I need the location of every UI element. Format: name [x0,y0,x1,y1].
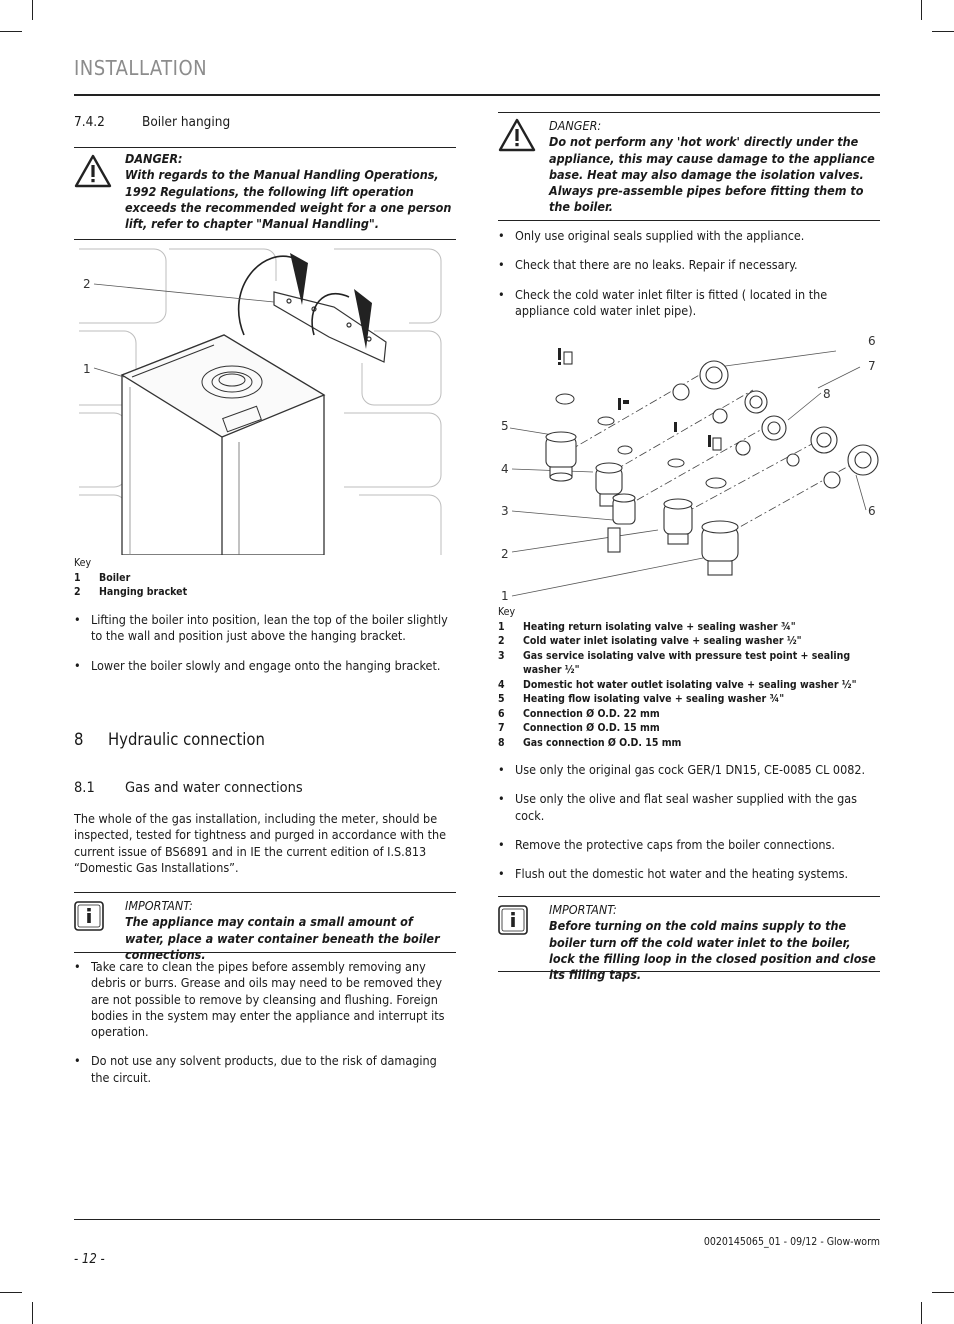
info-icon [74,901,104,931]
key-item: 2 Hanging bracket [74,586,188,598]
figure-callout-7: 7 [868,359,876,373]
valve-connections-figure [498,330,880,605]
danger-notice [74,147,456,240]
important-label: IMPORTANT: [125,898,193,913]
figure-callout-2: 2 [83,277,91,291]
paragraph: The whole of the gas installation, including the meter, should be inspected, tested for tightness and purged in accordance with the current issue of BS6891 and in IE the current edition of I.S.813 “Domestic Gas Installations”. [74,811,447,875]
key-item: 6 Connection Ø O.D. 22 mm [498,707,660,720]
subsection-heading [74,780,303,796]
bullet-list [498,228,880,332]
section-title: Hydraulic connection [108,730,265,749]
key-item: 3 Gas service isolating valve with pressure test point + sealing washer ½" [498,649,851,676]
subsection-number: 7.4.2 [74,114,105,130]
crop-mark [921,0,922,20]
key-title: Key [74,557,92,569]
figure-callout-6b: 6 [868,504,876,518]
list-item: • Lifting the boiler into position, lean the top of the boiler slightly to the wall and position just above the hanging bracket. [74,612,456,645]
important-notice [74,892,456,962]
subsection-number: 8.1 [74,780,95,796]
bullet-list [498,762,880,895]
figure-callout-5: 5 [501,419,509,433]
list-item: • Take care to clean the pipes before assembly removing any debris or burrs. Grease and oils may need to be removed they are not possible to remove by cleansing and flushing. Foreign bodies in the system may enter the appliance and interrupt its operation. [74,959,458,1040]
crop-mark [932,1292,954,1293]
danger-label: DANGER: [549,118,602,133]
danger-notice [498,112,880,221]
page-number: - 12 - [74,1252,105,1267]
danger-body: With regards to the Manual Handling Operations, 1992 Regulations, the following lift operation exceeds the recommended weight for a one person lift, refer to chapter "Manual Handling". [125,167,452,232]
important-body: Before turning on the cold mains supply to the boiler turn off the cold water inlet to the boiler, lock the filling loop in the closed position and close its filling taps. [549,918,876,983]
danger-body: Do not perform any 'hot work' directly under the appliance, this may cause damage to the appliance base. Heat may also damage the isolation valves. Always pre-assemble pipes before fitting them to the boiler. [549,134,875,215]
section-heading [74,730,265,749]
list-item: • Use only the olive and flat seal washer supplied with the gas cock. [498,791,880,824]
crop-mark [32,0,33,20]
section-number: 8 [74,730,84,749]
figure-key [498,605,880,750]
key-item: 2 Cold water inlet isolating valve + sealing washer ½" [498,635,802,647]
key-item: 1 Boiler [74,571,131,584]
danger-text [549,118,879,216]
list-item: • Do not use any solvent products, due to the risk of damaging the circuit. [74,1053,458,1086]
figure-callout-6: 6 [868,334,876,348]
crop-mark [32,1302,33,1324]
subsection-title: Gas and water connections [125,780,303,796]
bullet-list [74,612,456,687]
subsection-heading [74,114,231,130]
warning-triangle-icon [74,154,112,188]
info-icon [498,905,528,935]
list-item: • Check that there are no leaks. Repair if necessary. [498,257,880,273]
danger-label: DANGER: [125,151,183,166]
list-item: • Lower the boiler slowly and engage onto the hanging bracket. [74,658,456,674]
list-item: • Only use original seals supplied with the appliance. [498,228,880,244]
figure-callout-1: 1 [83,362,91,376]
footer-rule [74,1219,880,1220]
list-item: • Use only the original gas cock GER/1 DN15, CE-0085 CL 0082. [498,762,880,778]
subsection-title: Boiler hanging [142,114,231,130]
key-item: 8 Gas connection Ø O.D. 15 mm [498,736,682,749]
list-item: • Check the cold water inlet filter is fitted ( located in the appliance cold water inlet pipe). [498,287,880,320]
key-title: Key [498,606,516,618]
figure-callout-4: 4 [501,462,509,476]
bullet-list [74,959,458,1099]
boiler-hanging-figure [74,247,444,555]
crop-mark [0,31,22,32]
crop-mark [0,1292,22,1293]
key-item: 5 Heating flow isolating valve + sealing washer ¾" [498,693,785,705]
list-item: • Remove the protective caps from the boiler connections. [498,837,880,853]
key-item: 4 Domestic hot water outlet isolating valve + sealing washer ½" [498,678,857,691]
list-item: • Flush out the domestic hot water and the heating systems. [498,866,880,882]
key-item: 1 Heating return isolating valve + sealing washer ¾" [498,620,796,633]
crop-mark [932,31,954,32]
figure-callout-2: 2 [501,547,509,561]
important-label: IMPORTANT: [549,902,617,917]
figure-callout-1: 1 [501,589,509,603]
important-text [125,898,455,963]
key-item: 7 Connection Ø O.D. 15 mm [498,722,660,734]
warning-triangle-icon [498,118,536,152]
document-reference: 0020145065_01 - 09/12 - Glow-worm [703,1236,880,1248]
important-body: The appliance may contain a small amount of water, place a water container beneath the boiler connections. [125,914,440,962]
page-header-title: INSTALLATION [74,56,208,80]
figure-callout-8: 8 [823,387,831,401]
figure-callout-3: 3 [501,504,509,518]
danger-text [125,151,455,232]
crop-mark [921,1302,922,1324]
figure-key [74,556,456,600]
header-rule [74,94,880,96]
important-notice [498,896,880,983]
important-text [549,902,879,983]
